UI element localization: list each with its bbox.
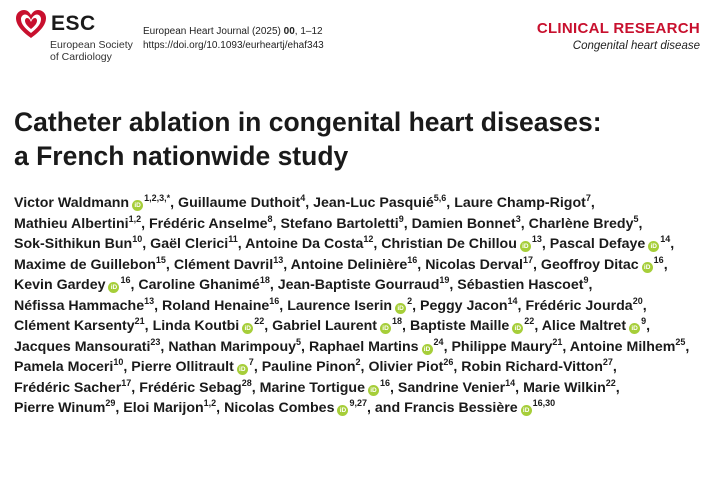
- author-separator: ,: [251, 379, 256, 396]
- author-separator: ,: [360, 359, 365, 375]
- author-name-text: Sok-Sithikun Bun: [14, 236, 133, 252]
- author-separator: ,: [541, 236, 546, 252]
- orcid-icon[interactable]: iD: [380, 323, 391, 334]
- esc-logo: [14, 8, 132, 66]
- author-name: [14, 359, 123, 375]
- society-line-2: of Cardiology: [50, 51, 112, 63]
- author-name-text: Roland Henaine: [162, 297, 270, 314]
- author-name-text: Marie Wilkin: [523, 379, 606, 396]
- author-name-text: Nicolas Combes: [224, 400, 335, 416]
- author-separator: ,: [264, 318, 269, 334]
- affiliation-superscript: 23: [150, 336, 161, 347]
- author-name: [425, 254, 533, 273]
- author-name-text: Néfissa Hammache: [14, 297, 145, 314]
- affiliation-superscript: 2: [407, 295, 413, 306]
- author-name-text: Sébastien Hascoet: [457, 277, 584, 293]
- affiliation-superscript: 18: [392, 316, 403, 326]
- author-name: [153, 318, 265, 334]
- author-separator: ,: [160, 338, 165, 355]
- author-name: [280, 213, 404, 232]
- author-separator: ,: [417, 256, 422, 273]
- author-name-text: Gabriel Laurent: [272, 318, 378, 334]
- author-separator: ,: [269, 277, 274, 293]
- author-separator: ,: [123, 359, 128, 375]
- author-name: [457, 277, 588, 293]
- heart-logo-icon: [14, 8, 48, 42]
- affiliation-superscript: 5: [296, 336, 302, 347]
- section-title: CLINICAL RESEARCH: [536, 20, 700, 37]
- author-name-text: Geoffroy Ditac: [540, 256, 639, 273]
- society-name: [50, 39, 133, 63]
- author-list: [14, 193, 704, 419]
- author-name-text: Laure Champ-Rigot: [454, 195, 586, 211]
- affiliation-superscript: 4: [300, 193, 306, 203]
- author-separator: ,: [402, 318, 406, 334]
- author-separator: ,: [443, 338, 448, 355]
- author-name-text: Christian De Chillou: [381, 236, 517, 252]
- author-separator: ,: [301, 338, 305, 355]
- affiliation-superscript: 11: [228, 234, 238, 244]
- author-separator: ,: [253, 359, 258, 375]
- affiliation-superscript: 22: [605, 377, 616, 388]
- author-name: [245, 236, 373, 252]
- author-separator: ,: [685, 338, 690, 355]
- affiliation-superscript: 8: [267, 213, 273, 224]
- logo-esc-text: ESC: [51, 12, 96, 35]
- author-name: [420, 295, 518, 314]
- author-name-text: Alice Maltret: [541, 318, 627, 334]
- author-separator: ,: [533, 256, 537, 273]
- author-separator: ,: [642, 297, 647, 314]
- affiliation-superscript: 13: [144, 295, 155, 306]
- author-name-text: Pascal Defaye: [549, 236, 646, 252]
- journal-name: European Heart Journal (2025): [143, 26, 281, 37]
- author-name-text: Clément Karsenty: [14, 318, 135, 334]
- author-name-text: Peggy Jacon: [420, 297, 508, 314]
- orcid-icon[interactable]: iD: [132, 200, 143, 211]
- author-name-text: Baptiste Maille: [409, 318, 510, 334]
- author-separator: ,: [131, 379, 136, 396]
- orcid-icon[interactable]: iD: [648, 241, 659, 252]
- author-name: [368, 359, 453, 375]
- author-separator: ,: [515, 379, 520, 396]
- affiliation-superscript: 16: [407, 254, 418, 265]
- author-name-text: Antoine Da Costa: [245, 236, 364, 252]
- affiliation-superscript: 21: [134, 316, 145, 326]
- orcid-icon[interactable]: iD: [368, 385, 379, 396]
- affiliation-superscript: 10: [132, 234, 143, 244]
- journal-pages: , 1–12: [294, 26, 323, 37]
- affiliation-superscript: 21: [552, 336, 563, 347]
- author-name: [14, 295, 155, 314]
- author-name: [375, 400, 555, 416]
- author-name: [14, 254, 166, 273]
- page-header: [0, 0, 708, 70]
- author-name: [410, 318, 534, 334]
- author-separator: ,: [590, 195, 595, 211]
- author-name-text: Stefano Bartoletti: [280, 215, 399, 232]
- affiliation-superscript: 9,27: [349, 398, 367, 408]
- author-separator: ,: [170, 195, 175, 211]
- affiliation-superscript: 16,30: [532, 398, 556, 408]
- author-separator: ,: [663, 256, 668, 273]
- author-separator: ,: [237, 236, 242, 252]
- title-line-2: a French nationwide study: [14, 141, 349, 171]
- orcid-icon[interactable]: iD: [642, 262, 653, 273]
- author-name: [528, 213, 639, 232]
- author-name-text: Frédéric Anselme: [148, 215, 268, 232]
- author-name-text: Caroline Ghanimé: [138, 277, 260, 293]
- affiliation-superscript: 13: [273, 254, 284, 265]
- author-separator: ,: [449, 277, 454, 293]
- author-separator: ,: [373, 236, 378, 252]
- author-name: [381, 236, 542, 252]
- author-separator: ,: [588, 277, 593, 293]
- affiliation-superscript: 16: [269, 295, 280, 306]
- author-name: [550, 236, 670, 252]
- author-separator: ,: [144, 318, 149, 334]
- author-name-text: Nathan Marimpouy: [168, 338, 297, 355]
- title-line-1: Catheter ablation in congenital heart diseases:: [14, 107, 602, 137]
- author-separator: ,: [216, 400, 221, 416]
- author-separator: ,: [412, 297, 417, 314]
- author-name: [569, 336, 686, 355]
- author-separator: ,: [165, 256, 170, 273]
- affiliation-superscript: 26: [443, 357, 454, 367]
- society-line-1: European Society: [50, 39, 133, 51]
- affiliation-superscript: 13: [531, 234, 542, 244]
- author-name-text: Eloi Marijon: [123, 400, 204, 416]
- author-name: [123, 400, 216, 416]
- journal-line: [143, 25, 324, 39]
- author-name: [523, 377, 616, 396]
- author-name-text: Antoine Delinière: [290, 256, 408, 273]
- author-name: [540, 254, 664, 273]
- author-name-text: Linda Koutbi: [152, 318, 240, 334]
- affiliation-superscript: 3: [515, 213, 521, 224]
- author-separator: ,: [446, 195, 451, 211]
- author-name-text: Pamela Moceri: [14, 359, 114, 375]
- author-name-text: Laurence Iserin: [287, 297, 393, 314]
- affiliation-superscript: 1,2: [203, 398, 217, 408]
- affiliation-superscript: 28: [241, 377, 252, 388]
- author-name: [451, 336, 563, 355]
- author-separator: ,: [534, 318, 539, 334]
- author-separator: ,: [390, 379, 394, 396]
- author-name: [461, 359, 613, 375]
- author-name-text: Sandrine Venier: [397, 379, 506, 396]
- author-name-text: Charlène Bredy: [528, 215, 634, 232]
- author-separator: ,: [403, 215, 408, 232]
- author-name-text: Antoine Milhem: [569, 338, 676, 355]
- author-name: [262, 359, 361, 375]
- author-name-text: Jacques Mansourati: [14, 338, 151, 355]
- author-name-text: Clément Davril: [173, 256, 274, 273]
- author-separator: ,: [670, 236, 675, 252]
- author-name: [14, 195, 170, 211]
- affiliation-superscript: 20: [632, 295, 643, 306]
- author-name-text: Gaël Clerici: [150, 236, 229, 252]
- affiliation-superscript: 1,2: [128, 213, 142, 224]
- affiliation-superscript: 14: [505, 377, 516, 388]
- author-name: [287, 295, 413, 314]
- author-name: [168, 336, 302, 355]
- author-separator: ,: [272, 215, 277, 232]
- affiliation-superscript: 18: [259, 275, 270, 285]
- affiliation-superscript: 17: [522, 254, 533, 265]
- author-name: [173, 254, 284, 273]
- author-name-text: Nicolas Derval: [425, 256, 523, 273]
- author-name-text: Guillaume Duthoit: [178, 195, 301, 211]
- author-name: [14, 377, 132, 396]
- affiliation-superscript: 7: [248, 357, 254, 367]
- author-name: [14, 236, 142, 252]
- author-name: [542, 318, 646, 334]
- author-separator: ,: [367, 400, 371, 416]
- author-separator: ,: [615, 379, 620, 396]
- section-subtitle: Congenital heart disease: [572, 40, 700, 52]
- author-name-text: Jean-Luc Pasquié: [313, 195, 434, 211]
- affiliation-superscript: 19: [439, 275, 450, 285]
- citation: [143, 25, 324, 53]
- author-name: [308, 336, 444, 355]
- author-separator: ,: [520, 215, 525, 232]
- affiliation-superscript: 7: [585, 193, 591, 203]
- affiliation-superscript: 14: [507, 295, 518, 306]
- author-name-text: Olivier Piot: [368, 359, 444, 375]
- affiliation-superscript: 17: [121, 377, 132, 388]
- author-separator: ,: [142, 236, 147, 252]
- affiliation-superscript: 9: [641, 316, 647, 326]
- author-name-text: Mathieu Albertini: [14, 215, 129, 232]
- author-name: [131, 359, 254, 375]
- author-separator: ,: [453, 359, 458, 375]
- author-name-text: Kevin Gardey: [14, 277, 106, 293]
- author-name: [139, 377, 252, 396]
- author-name-text: Pauline Pinon: [261, 359, 356, 375]
- author-name-text: Marine Tortigue: [259, 379, 365, 396]
- author-name-text: Damien Bonnet: [411, 215, 516, 232]
- author-name-text: Pierre Winum: [14, 400, 106, 416]
- author-name: [454, 195, 591, 211]
- orcid-icon[interactable]: iD: [395, 303, 406, 314]
- affiliation-superscript: 9: [583, 275, 589, 285]
- journal-volume: 00: [283, 26, 295, 37]
- orcid-icon[interactable]: iD: [242, 323, 253, 334]
- author-separator: ,: [517, 297, 522, 314]
- author-name: [525, 295, 643, 314]
- affiliation-superscript: 14: [660, 234, 671, 244]
- orcid-icon[interactable]: iD: [337, 405, 348, 416]
- affiliation-superscript: 16: [120, 275, 131, 285]
- affiliation-superscript: 10: [113, 357, 124, 367]
- orcid-icon[interactable]: iD: [521, 405, 532, 416]
- author-name-text: Maxime de Guillebon: [14, 256, 156, 273]
- author-name-text: Philippe Maury: [451, 338, 553, 355]
- author-separator: ,: [283, 256, 288, 273]
- author-name-text: Frédéric Sebag: [139, 379, 242, 396]
- affiliation-superscript: 22: [524, 316, 535, 326]
- author-name: [313, 195, 446, 211]
- author-name: [272, 318, 402, 334]
- author-name: [150, 236, 238, 252]
- author-separator: ,: [115, 400, 120, 416]
- affiliation-superscript: 5: [633, 213, 639, 224]
- author-name-text: Raphael Martins: [308, 338, 419, 355]
- section-label: [537, 20, 700, 52]
- author-separator: ,: [612, 359, 617, 375]
- author-name-text: Victor Waldmann: [14, 195, 130, 211]
- author-name-text: and Francis Bessière: [374, 400, 518, 416]
- orcid-icon[interactable]: iD: [422, 344, 433, 355]
- affiliation-superscript: 2: [355, 357, 361, 367]
- author-name: [162, 295, 280, 314]
- author-separator: ,: [154, 297, 159, 314]
- author-separator: ,: [562, 338, 567, 355]
- affiliation-superscript: 25: [675, 336, 686, 347]
- orcid-icon[interactable]: iD: [237, 364, 248, 375]
- affiliation-superscript: 24: [433, 336, 444, 347]
- affiliation-superscript: 12: [363, 234, 374, 244]
- affiliation-superscript: 9: [398, 213, 404, 224]
- author-name-text: Frédéric Jourda: [525, 297, 633, 314]
- orcid-icon[interactable]: iD: [108, 282, 119, 293]
- author-name-text: Jean-Baptiste Gourraud: [277, 277, 440, 293]
- affiliation-superscript: 16: [379, 377, 390, 388]
- affiliation-superscript: 22: [254, 316, 265, 326]
- author-name: [14, 213, 142, 232]
- author-name: [224, 400, 367, 416]
- author-name: [14, 277, 131, 293]
- author-name: [397, 377, 516, 396]
- author-name: [259, 377, 390, 396]
- author-separator: ,: [305, 195, 310, 211]
- article-title: [14, 105, 704, 173]
- affiliation-superscript: 5,6: [433, 193, 447, 203]
- orcid-icon[interactable]: iD: [512, 323, 523, 334]
- affiliation-superscript: 27: [602, 357, 613, 367]
- affiliation-superscript: 29: [105, 398, 116, 408]
- affiliation-superscript: 1,2,3,: [144, 193, 167, 203]
- author-name: [148, 213, 273, 232]
- affiliation-superscript: 15: [155, 254, 166, 265]
- doi-link[interactable]: https://doi.org/10.1093/eurheartj/ehaf343: [143, 40, 324, 51]
- corresponding-author-mark: *: [166, 193, 171, 203]
- author-separator: ,: [279, 297, 284, 314]
- author-separator: ,: [130, 277, 135, 293]
- author-name-text: Robin Richard-Vitton: [461, 359, 603, 375]
- affiliation-superscript: 16: [653, 254, 664, 265]
- author-name: [14, 336, 161, 355]
- author-name: [411, 213, 521, 232]
- author-name-text: Frédéric Sacher: [14, 379, 122, 396]
- author-separator: ,: [646, 318, 651, 334]
- author-name-text: Pierre Ollitrault: [131, 359, 234, 375]
- author-name: [178, 195, 305, 211]
- author-name: [278, 277, 450, 293]
- orcid-icon[interactable]: iD: [520, 241, 531, 252]
- author-name: [290, 254, 418, 273]
- author-separator: ,: [141, 215, 146, 232]
- author-separator: ,: [638, 215, 643, 232]
- orcid-icon[interactable]: iD: [629, 323, 640, 334]
- author-name: [14, 400, 115, 416]
- author-name: [138, 277, 269, 293]
- author-name: [14, 318, 145, 334]
